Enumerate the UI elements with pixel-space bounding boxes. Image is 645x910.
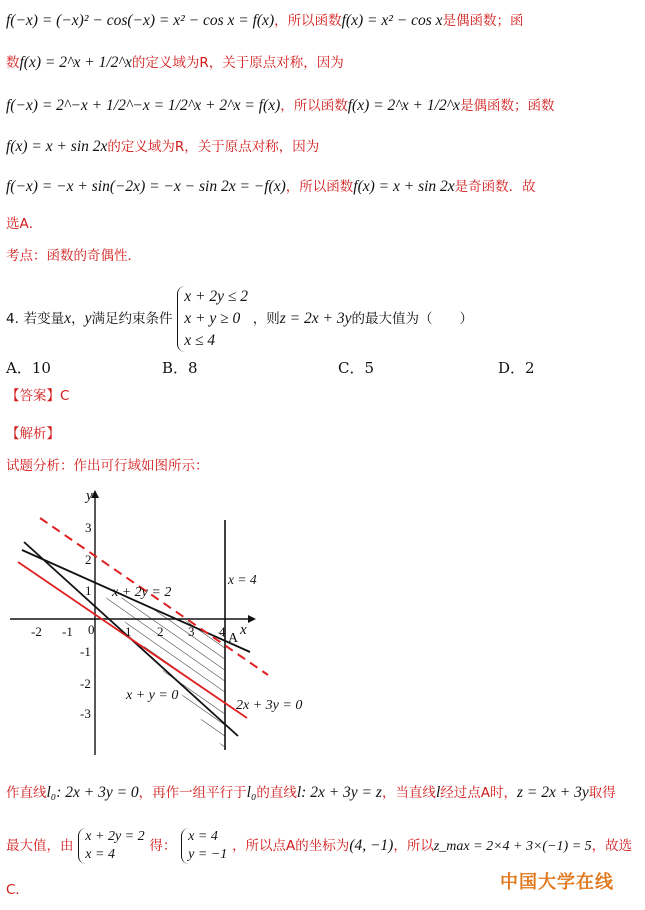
equation: x = 4 [85, 847, 115, 862]
solution-line-5 [6, 176, 536, 197]
math-expr: f(x) = x + sin 2x [353, 178, 455, 195]
analysis-tag: 【解析】 [6, 426, 60, 442]
equation-system-2 [181, 828, 227, 864]
topic-line: 考点：函数的奇偶性． [6, 248, 141, 264]
line-x-plus-2y [22, 550, 250, 652]
equation-system-1 [78, 828, 144, 864]
math-expr: f(x) = x² − cos x [341, 12, 443, 29]
option-b: B．8 [162, 359, 198, 377]
text: 作直线 [6, 785, 47, 801]
y-tick-label: 1 [85, 583, 92, 598]
text: 的定义域为R，关于原点对称，因为 [131, 55, 344, 71]
math-expr: f(x) = 2^x + 1/2^x [19, 54, 132, 71]
x-tick-label: 4 [219, 624, 226, 639]
constraint-system [177, 286, 248, 352]
y-tick-label: -3 [80, 706, 91, 721]
x-tick-label: -1 [62, 624, 73, 639]
constraint: x + 2y ≤ 2 [184, 288, 248, 305]
answer-tag: 【答案】C [6, 388, 70, 404]
math-expr: f(−x) = (−x)² − cos(−x) = x² − cos x = f(x) [6, 12, 275, 29]
question-number: 4. [6, 311, 19, 327]
text: 得： [149, 838, 177, 854]
question-text: 的最大值为（ ） [351, 311, 473, 327]
math-expr: (4, −1) [349, 837, 394, 854]
separator: ， [71, 311, 85, 327]
label-line2: x + y = 0 [126, 688, 179, 703]
math-expr: l₀ [246, 784, 257, 801]
y-tick-label: 3 [85, 520, 92, 535]
feasible-region [100, 590, 225, 750]
option-c: C．5 [338, 359, 375, 377]
constraint: x + y ≥ 0 [184, 310, 241, 327]
solution-line-8 [6, 828, 632, 864]
question-text: ，则 [252, 311, 280, 327]
text: ，所以函数 [274, 13, 342, 29]
math-expr: f(−x) = −x + sin(−2x) = −x − sin 2x = −f(x) [6, 178, 286, 195]
text: 是偶函数；函数 [460, 98, 555, 114]
var-x: x [64, 310, 72, 327]
text: 的直线 [256, 785, 297, 801]
y-tick-label: -1 [80, 644, 91, 659]
equation: x + 2y = 2 [85, 829, 145, 844]
point-A-label: A [228, 631, 239, 646]
question-text: 满足约束条件 [91, 311, 173, 327]
label-line3: 2x + 3y = 0 [236, 698, 303, 713]
text: ，所以点A的坐标为 [232, 838, 350, 854]
x-tick-label: 3 [188, 624, 195, 639]
analysis-intro: 试题分析：作出可行域如图所示： [6, 458, 209, 474]
option-a: A．10 [6, 359, 51, 377]
math-expr: f(−x) = 2^−x + 1/2^−x = 1/2^x + 2^x = f(x) [6, 97, 281, 114]
text: ，故选 [591, 838, 633, 854]
x-tick-label: 0 [88, 622, 95, 637]
label-x4: x = 4 [228, 572, 257, 587]
y-tick-label: -2 [80, 676, 91, 691]
var-y: y [84, 310, 92, 327]
math-expr: l₀: 2x + 3y = 0 [46, 784, 139, 801]
option-d: D．2 [498, 359, 535, 377]
text: ，所以函数 [285, 179, 354, 195]
text: 经过点A时， [440, 785, 517, 801]
math-expr: z = 2x + 3y [517, 784, 589, 801]
equation: y = −1 [188, 847, 228, 862]
text: ，所以函数 [280, 98, 348, 114]
equation: x = 4 [188, 829, 218, 844]
text: 的定义域为R，关于原点对称，因为 [107, 139, 320, 155]
x-tick-label: 2 [157, 624, 164, 639]
math-expr: f(x) = 2^x + 1/2^x [347, 97, 461, 114]
solution-line-9: C． [6, 882, 29, 898]
solution-line-3 [6, 95, 555, 116]
site-logo: 中国大学在线 [500, 872, 614, 893]
solution-line-2 [6, 52, 344, 73]
question-4 [6, 286, 473, 352]
label-line1: x + 2y = 2 [112, 585, 172, 600]
math-expr: f(x) = x + sin 2x [6, 138, 108, 155]
solution-line-6: 选A． [6, 216, 43, 232]
text: ，当直线 [381, 785, 436, 801]
x-tick-label: -2 [31, 624, 42, 639]
constraint: x ≤ 4 [184, 332, 216, 349]
y-axis-label: y [86, 488, 93, 504]
text: ，再作一组平行于 [138, 785, 247, 801]
x-axis-label: x [240, 622, 247, 638]
math-expr: z_max = 2×4 + 3×(−1) = 5 [433, 839, 592, 854]
x-axis-arrow [248, 615, 256, 623]
x-tick-label: 1 [125, 624, 132, 639]
text: 是偶函数；函 [442, 13, 524, 29]
y-tick-label: 2 [85, 552, 92, 567]
text: ，所以 [393, 838, 434, 854]
question-text: 若变量 [23, 311, 65, 327]
math-expr: l: 2x + 3y = z [296, 784, 382, 801]
objective: z = 2x + 3y [279, 310, 352, 327]
solution-line-7 [6, 782, 616, 803]
feasible-region-figure [0, 480, 320, 760]
text: 是奇函数．故 [454, 179, 536, 195]
solution-line-1 [6, 10, 523, 31]
text: 最大值，由 [6, 838, 74, 854]
solution-line-4 [6, 136, 319, 157]
text: 数 [6, 55, 20, 71]
text: 取得 [588, 785, 616, 801]
math-expr: l [435, 784, 441, 801]
